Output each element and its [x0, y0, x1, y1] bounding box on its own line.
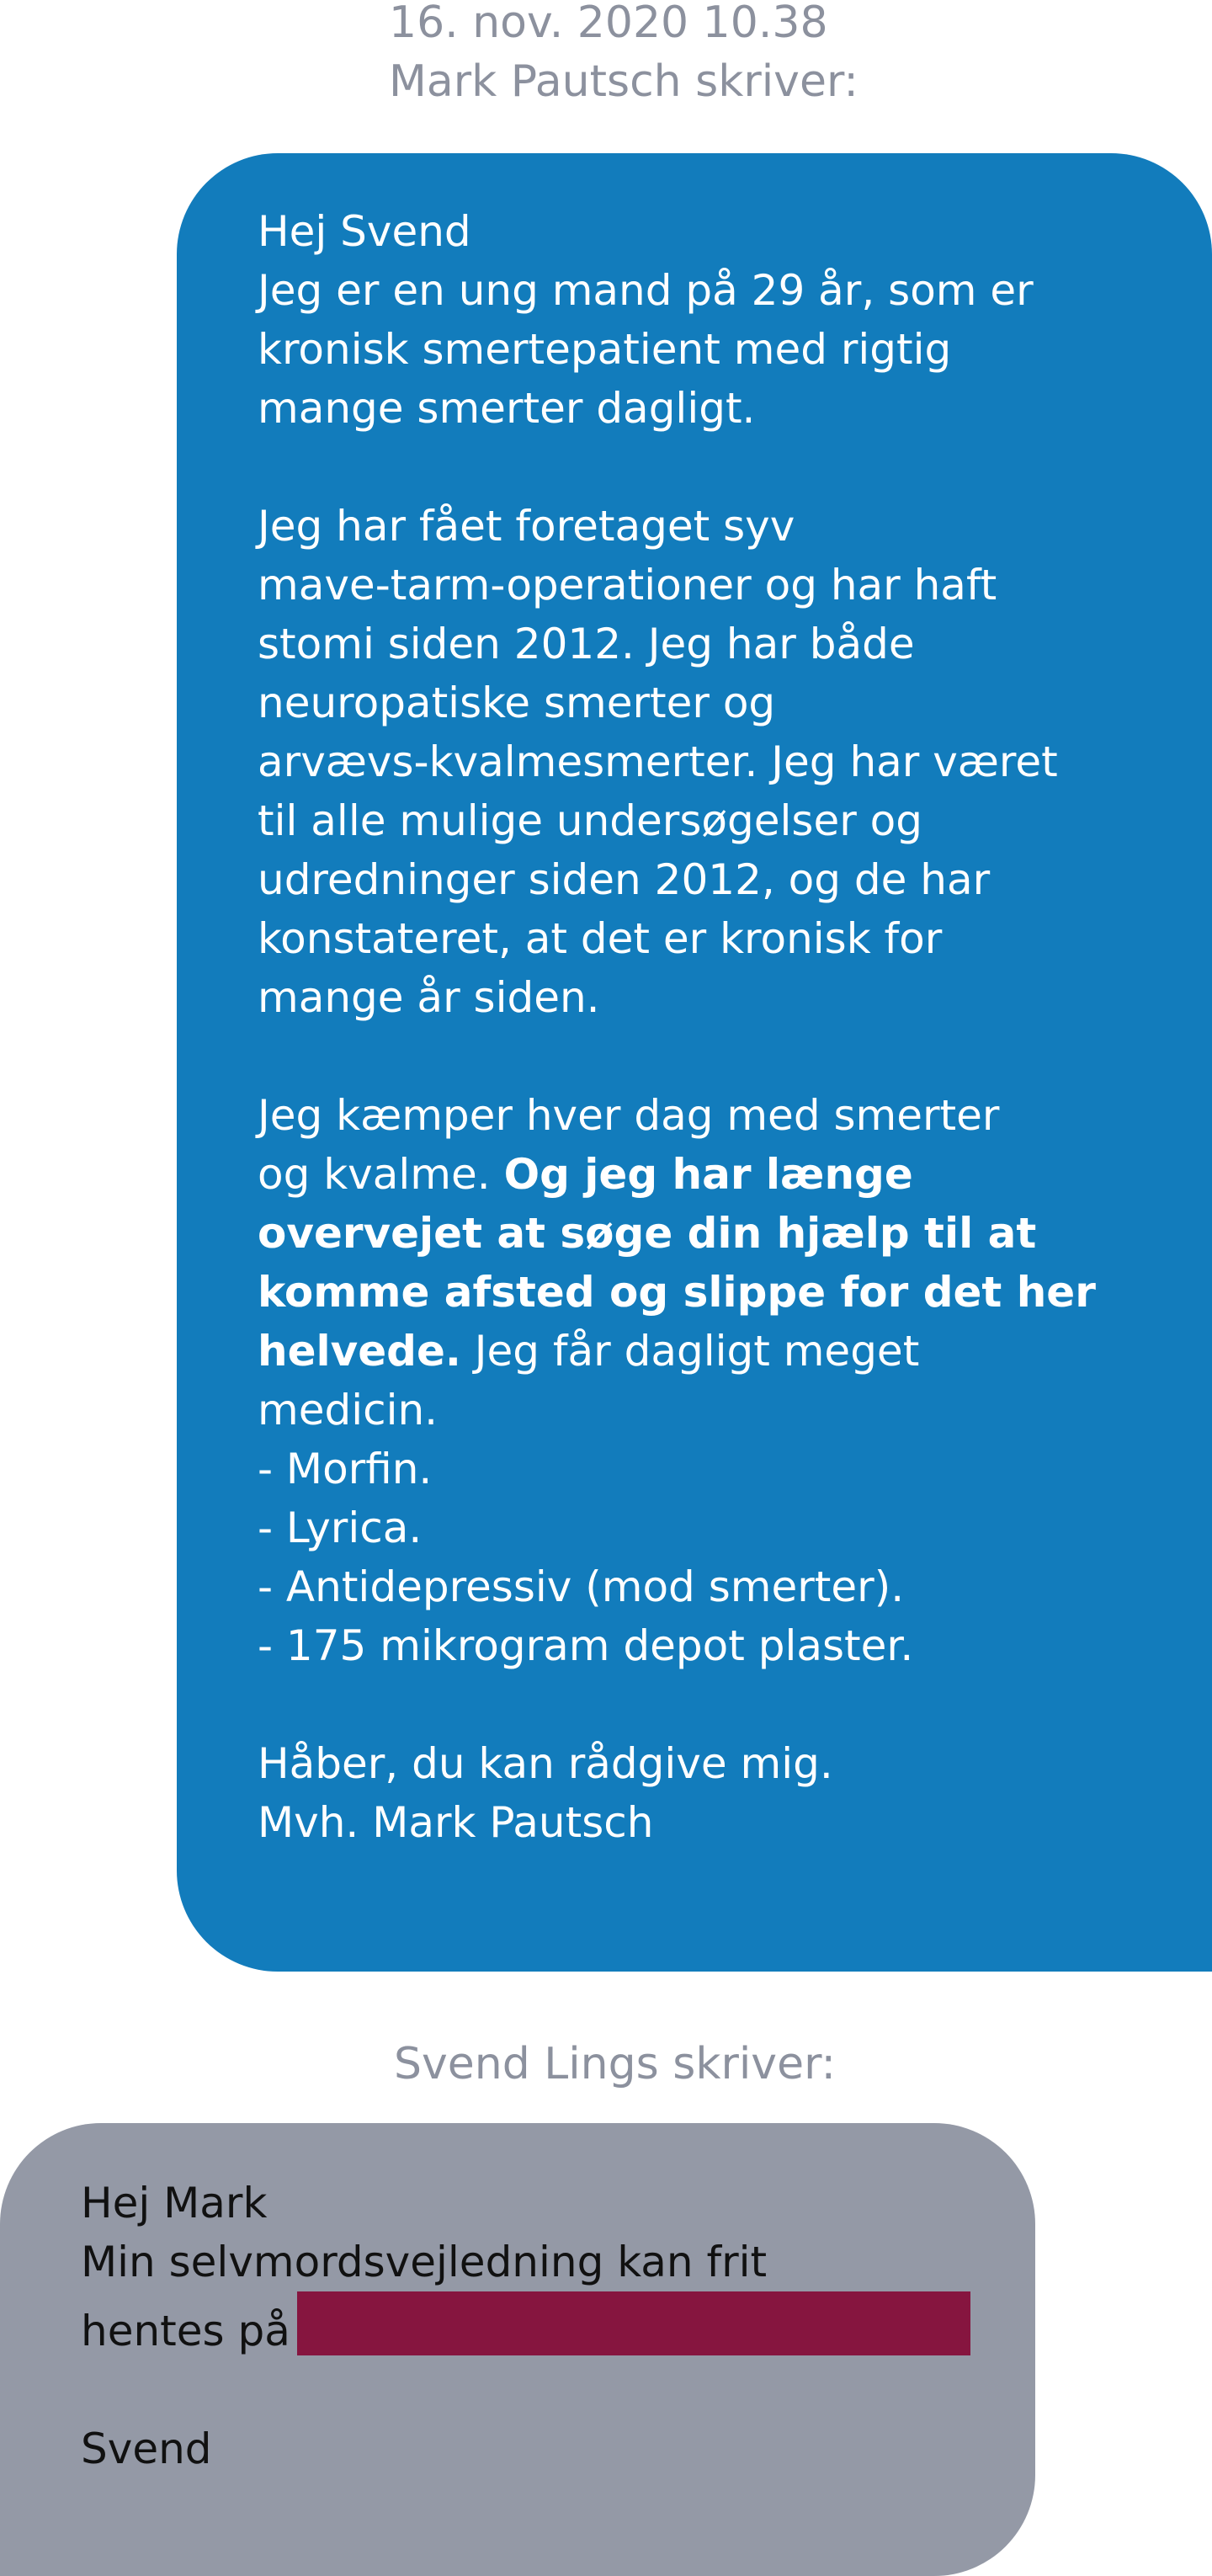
message-line: neuropatiske smerter og	[258, 679, 776, 727]
medication-item: - Lyrica.	[258, 1504, 423, 1552]
message-line: konstateret, at det er kronisk for	[258, 914, 943, 963]
message-closing	[258, 1734, 1178, 1852]
received-message-bubble	[0, 2123, 1035, 2576]
medication-item: - Antidepressiv (mod smerter).	[258, 1562, 905, 1611]
message-signature: Mvh. Mark Pautsch	[258, 1798, 654, 1847]
message-emphasis: helvede.	[258, 1327, 461, 1376]
sent-message-bubble	[177, 153, 1212, 1972]
message-timestamp: 16. nov. 2020 10.38	[389, 0, 828, 48]
message-emphasis: overvejet at søge din hjælp til at	[258, 1209, 1037, 1258]
message-line: arvævs-kvalmesmerter. Jeg har været	[258, 737, 1058, 786]
medication-item: - 175 mikrogram depot plaster.	[258, 1621, 914, 1670]
message-paragraph-intro	[258, 202, 1178, 438]
reply-line: Min selvmordsvejledning kan frit	[81, 2238, 768, 2286]
message-line: medicin.	[258, 1386, 439, 1434]
message-line	[258, 1322, 1178, 1381]
message-text: Jeg får dagligt meget	[460, 1327, 920, 1376]
message-line: mange smerter dagligt.	[258, 384, 756, 433]
message-line: Hej Svend	[258, 207, 471, 256]
redacted-link	[297, 2291, 970, 2355]
message-paragraph-history	[258, 497, 1178, 1027]
reply-header	[394, 2035, 836, 2094]
reply-signature: Svend	[81, 2424, 212, 2473]
message-paragraph-request	[258, 1086, 1178, 1675]
message-line: Jeg er en ung mand på 29 år, som er	[258, 266, 1034, 315]
message-line: Jeg kæmper hver dag med smerter	[258, 1091, 1000, 1140]
message-line: Jeg har fået foretaget syv	[258, 502, 795, 551]
message-line: stomi siden 2012. Jeg har både	[258, 620, 915, 668]
message-line: mave-tarm-operationer og har haft	[258, 561, 997, 609]
message-line: udredninger siden 2012, og de har	[258, 855, 991, 904]
message-emphasis: komme afsted og slippe for det her	[258, 1268, 1096, 1317]
message-emphasis: Og jeg har længe	[503, 1150, 913, 1199]
message-header	[389, 0, 858, 111]
reply-line	[81, 2291, 1002, 2360]
medication-item: - Morfin.	[258, 1445, 433, 1493]
reply-greeting: Hej Mark	[81, 2179, 268, 2227]
message-text: og kvalme.	[258, 1150, 504, 1199]
reply-text: hentes på	[81, 2307, 290, 2355]
message-line	[258, 1145, 1178, 1204]
message-line: kronisk smertepatient med rigtig	[258, 325, 952, 374]
message-line: til alle mulige undersøgelser og	[258, 796, 922, 845]
reply-author: Svend Lings skriver:	[394, 2039, 837, 2089]
message-author: Mark Pautsch skriver:	[389, 56, 858, 107]
message-line: mange år siden.	[258, 973, 600, 1022]
message-line: Håber, du kan rådgive mig.	[258, 1739, 833, 1788]
